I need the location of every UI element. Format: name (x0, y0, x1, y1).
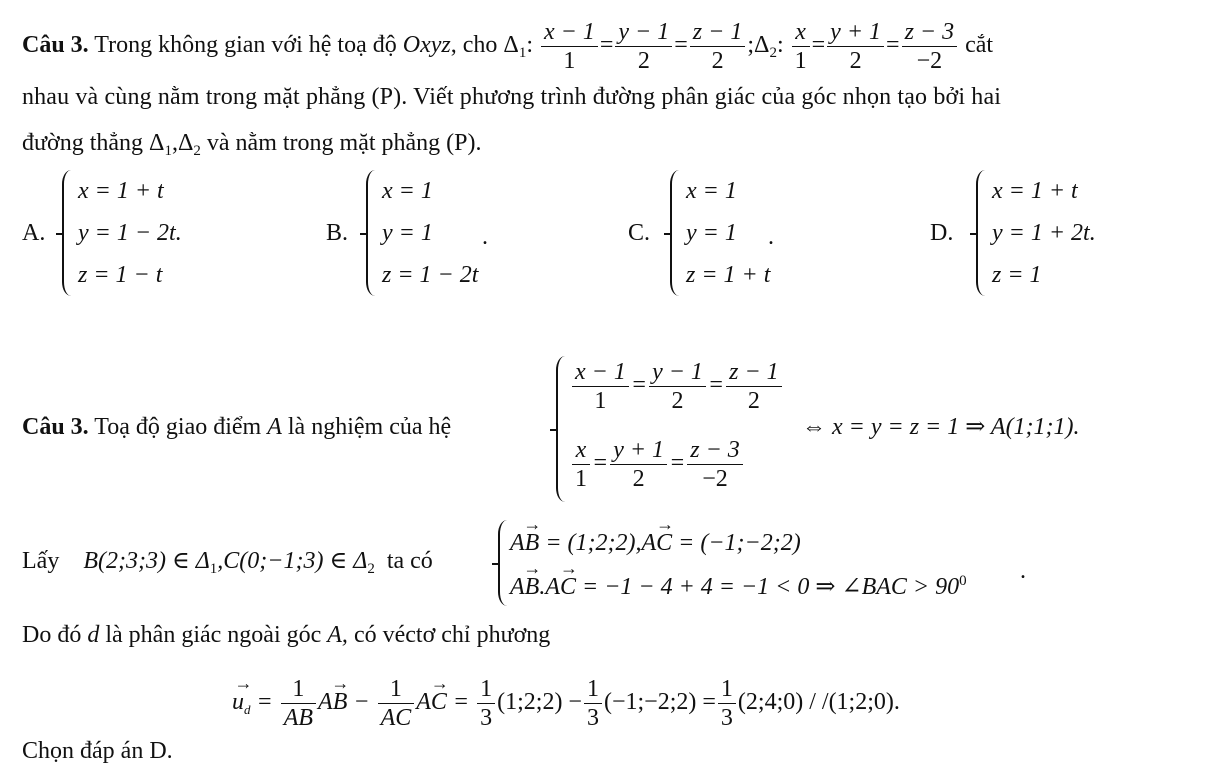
chosen-answer: Chọn đáp án D. (22, 738, 173, 764)
question-text-2: , cho (450, 32, 498, 59)
vector-system: AB → = (1;2;2),AC → = (−1;−2;2) AB →.AC → = −1 − 4 + 4 = −1 < 0 ⇒ ∠BAC > $90^0$ (498, 520, 1038, 606)
option-c-letter: C. (628, 220, 651, 246)
cat-word: cắt (965, 32, 994, 59)
fraction-x: $\frac{x - 1}{1}$ (541, 18, 598, 75)
option-d-system: x = 1 + t y = 1 + 2t. z = 1 (976, 170, 1136, 296)
direction-vector-equation: $u_d$ → = $\frac{1}{AB}$ AB → − $\frac{1}{AC}$ AC → = $\frac{1}{3}$ (1;2;2) − $\frac{1}{3}$ (−1;−2;2) = $\frac{1}{3}$ (2;4;0) / /(1;2;0). (232, 672, 900, 732)
question-line-3: đường thẳng $\Delta_1,\Delta_2$ và nằm trong mặt phẳng (P). (22, 130, 482, 159)
option-b-letter: B. (326, 220, 349, 246)
fraction-z-2: $\frac{z - 3}{-2}$ (902, 18, 958, 75)
solution-lay: Lấy B(2;3;3) ∈ $\Delta_1,C(0;-1;3)$ ∈ $\Delta_2$ ta có (22, 548, 433, 577)
option-d-letter: D. (930, 220, 954, 246)
option-c-system: x = 1 y = 1 z = 1 + t (670, 170, 800, 296)
solution-dodo: Do đó d là phân giác ngoài góc A, có véctơ chỉ phương (22, 622, 551, 648)
solution-intro: Câu 3. Toạ độ giao điểm A là nghiệm của hệ (22, 414, 452, 440)
option-b-system: x = 1 y = 1 z = 1 − 2t (366, 170, 496, 296)
question-line-2: nhau và cùng nằm trong mặt phẳng (P). Viết phương trình đường phân giác của góc nhọn tạo bởi hai (22, 84, 1002, 110)
question-line-1: Câu 3. Trong không gian với hệ toạ độ Oxyz, cho $\Delta_1$: $\frac{x - 1}{1}$ = $\frac{y - 1}{2}$ = $\frac{z - 1}{2}$ $;\Delta_2$: $\frac{x}{1}$ = $\frac{y + 1}{2}$ = $\frac{z - 3}{-2}$ cắt (22, 19, 994, 74)
delta1-symbol: $\Delta_1$ (503, 32, 527, 62)
option-c-period: . (768, 224, 774, 250)
option-a-letter: A. (22, 220, 46, 246)
delta2-symbol: $\Delta_2$ (754, 32, 777, 62)
fraction-y-2: $\frac{y + 1}{2}$ (827, 18, 884, 75)
question-label: Câu 3. (22, 32, 89, 59)
solution-system: $\frac{x - 1}{1}$ = $\frac{y - 1}{2}$ = $\frac{z - 1}{2}$ $\frac{x}{1}$ = $\frac{y + 1}{2}$ = $\frac{z - 3}{-2}$ (556, 356, 796, 502)
option-a-system: x = 1 + t y = 1 − 2t. z = 1 − t (62, 170, 222, 296)
fraction-z: $\frac{z - 1}{2}$ (690, 18, 746, 75)
solution-result: ⇔ x = y = z = 1 ⇒ A(1;1;1). (802, 414, 1080, 440)
fraction-y: $\frac{y - 1}{2}$ (615, 18, 672, 75)
semicolon: ; (747, 32, 755, 59)
oxyz: Oxyz (402, 32, 451, 59)
option-b-period: . (482, 224, 488, 250)
colon-2: : (776, 32, 784, 59)
colon: : (526, 32, 533, 59)
fraction-x-2: $\frac{x}{1}$ (792, 18, 810, 75)
question-text: Trong không gian với hệ toạ độ (94, 32, 397, 59)
vector-period: . (1020, 558, 1026, 584)
